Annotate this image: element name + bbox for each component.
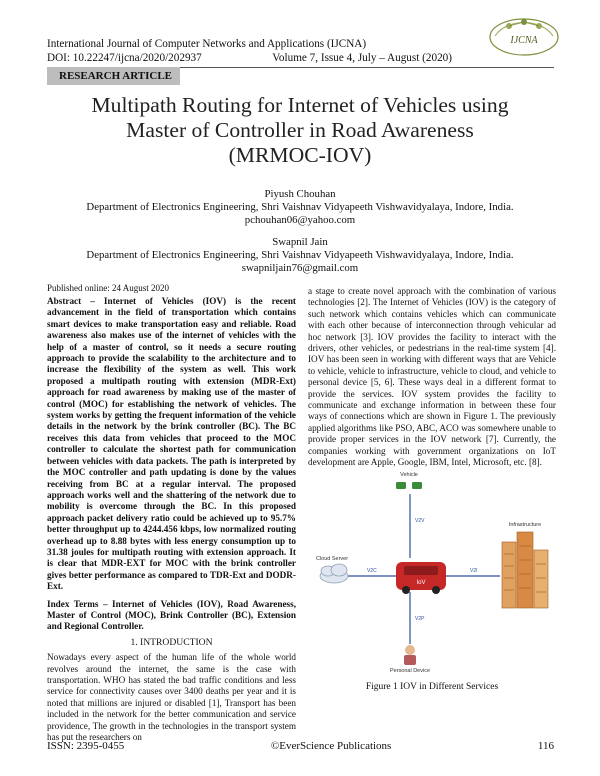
page-number: 116	[537, 740, 554, 752]
infrastructure-icon	[502, 522, 548, 608]
publisher: ©EverScience Publications	[270, 740, 392, 752]
author-name: Swapnil Jain	[272, 236, 328, 248]
title-line-1: Multipath Routing for Internet of Vehicles using	[91, 93, 509, 117]
issn: ISSN: 2395-0455	[47, 740, 125, 752]
article-type-badge: RESEARCH ARTICLE	[47, 67, 180, 85]
vehicle-icon	[396, 472, 422, 489]
intro-paragraph-right: a stage to create novel approach with the combination of various technologies [2]. The Internet of Vehicles (IOV) is the category of such network which contains vehicles which can communicate with each other because of interconnection through vehicular ad hoc network [3]. IOV provides the facility to interact with the drivers, other vehicles, or pedestrians in the real-time system [4]. IOV has been seen in working with different ways that are Vehicle to vehicle, vehicle to infrastructure, vehicle to cloud, and vehicle to personal device [5, 6]. These ways deal in a different format to provide the services. IOV system provides the facility to communicate and exchange information in between these four ways of connections which are shown in Figure 1. The previously applied algorithms like PSO, ABC, ACO was somewhere unable to provide proper services in the IOV network [7]. Currently, the companies working with government organizations on IoT development are Apple, Google, IBM, Intel, Microsoft, etc. [8].	[308, 286, 556, 468]
section-heading: 1. INTRODUCTION	[130, 636, 213, 648]
v2v-label: V2V	[415, 518, 425, 524]
iov-services-figure	[312, 466, 556, 674]
left-column	[47, 296, 296, 743]
personal-label: Personal Device	[389, 668, 431, 674]
v2p-label: V2P	[415, 616, 425, 622]
author-affiliation: Department of Electronics Engineering, Shri Vaishnav Vidyapeeth Vishwavidyalaya, Indore, India.	[86, 201, 514, 213]
center-label: IoV	[416, 580, 426, 586]
vehicle-label: Vehicle	[400, 472, 418, 478]
doi-text: DOI: 10.22247/ijcna/2020/202937	[47, 52, 202, 64]
index-terms: Index Terms – Internet of Vehicles (IOV), Road Awareness, Master of Control (MOC), Brink Controller (BC), Extension and Regional Controller.	[47, 598, 296, 632]
center-vehicle-icon	[396, 562, 446, 594]
volume-text: Volume 7, Issue 4, July – August (2020)	[272, 52, 452, 64]
page-footer	[47, 740, 554, 752]
personal-device-icon	[390, 645, 430, 674]
author-email: swapniljain76@gmail.com	[241, 262, 359, 274]
title-line-3: (MRMOC-IOV)	[228, 143, 372, 167]
author-affiliation: Department of Electronics Engineering, Shri Vaishnav Vidyapeeth Vishwavidyalaya, Indore, India.	[86, 249, 514, 261]
journal-name: International Journal of Computer Networks and Applications (IJCNA)	[47, 38, 367, 50]
logo-text: IJCNA	[510, 35, 538, 46]
figure-caption: Figure 1 IOV in Different Services	[365, 682, 499, 692]
v2i-label: V2I	[470, 568, 478, 574]
v2c-label: V2C	[367, 568, 377, 574]
author-name: Piyush Chouhan	[264, 188, 336, 200]
published-date: Published online: 24 August 2020	[47, 283, 170, 293]
author-email: pchouhan06@yahoo.com	[244, 214, 356, 226]
right-column	[308, 286, 556, 469]
author-block-2	[40, 236, 560, 275]
journal-logo	[485, 10, 563, 60]
author-block-1	[40, 188, 560, 227]
infrastructure-label: Infrastructure	[508, 522, 542, 528]
intro-paragraph-left: Nowadays every aspect of the human life of the whole world revolves around the internet, the same is the case with transportation. WHO has stated the bad traffic conditions and less service for connectivity causes over 3400 deaths per year and it is noted that millions are injured or disabled [1], Transport has been included in the network for the better communication and service providence, The growth in the technologies in the transport system has put the researchers on	[47, 652, 296, 743]
cloud-label: Cloud Server	[315, 556, 349, 562]
paper-title	[40, 93, 560, 168]
cloud-icon	[316, 556, 348, 583]
doi-volume-line	[47, 52, 452, 65]
abstract: Abstract – Internet of Vehicles (IOV) is the recent advancement in the field of transportation which contains smart devices to make transportation easy and reliable. Road awareness also makes use of the internet of vehicles with the help of a master of control, so it needs a secure routing approach to provide the scalability to the architecture and to increase the flexibility of the system as well. This work proposed a multipath routing with extension (MDR-Ext) approach for road awareness by making use of the master of control (MOC) for establishing the network of vehicles. The system works by getting the frequent information of the vehicle details in the network by the brink controller (BC). The BC receives this data from vehicles that proceed to the MOC controller to calculate the shortest path for communication between vehicles with data packets. The path is interpreted by the MOC controller and path updating is done by the values receiving from BC at a regular interval. The proposed approach works well and the shattering of the network due to mobility is overcome through the BC. In this proposed approach packet delivery ratio could be achieved up to 95.7% better throughput up to 4244.456 kbps, low normalized routing overhead up to 8.88 bytes with less energy consumption up to 31.38 joules for multipath routing with extension approach. It is clear that MDR-EXT for MOC with the brink controller gives better performance as compared to TDR-Ext and DODR-Ext.	[47, 296, 296, 592]
title-line-2: Master of Controller in Road Awareness	[126, 118, 474, 142]
